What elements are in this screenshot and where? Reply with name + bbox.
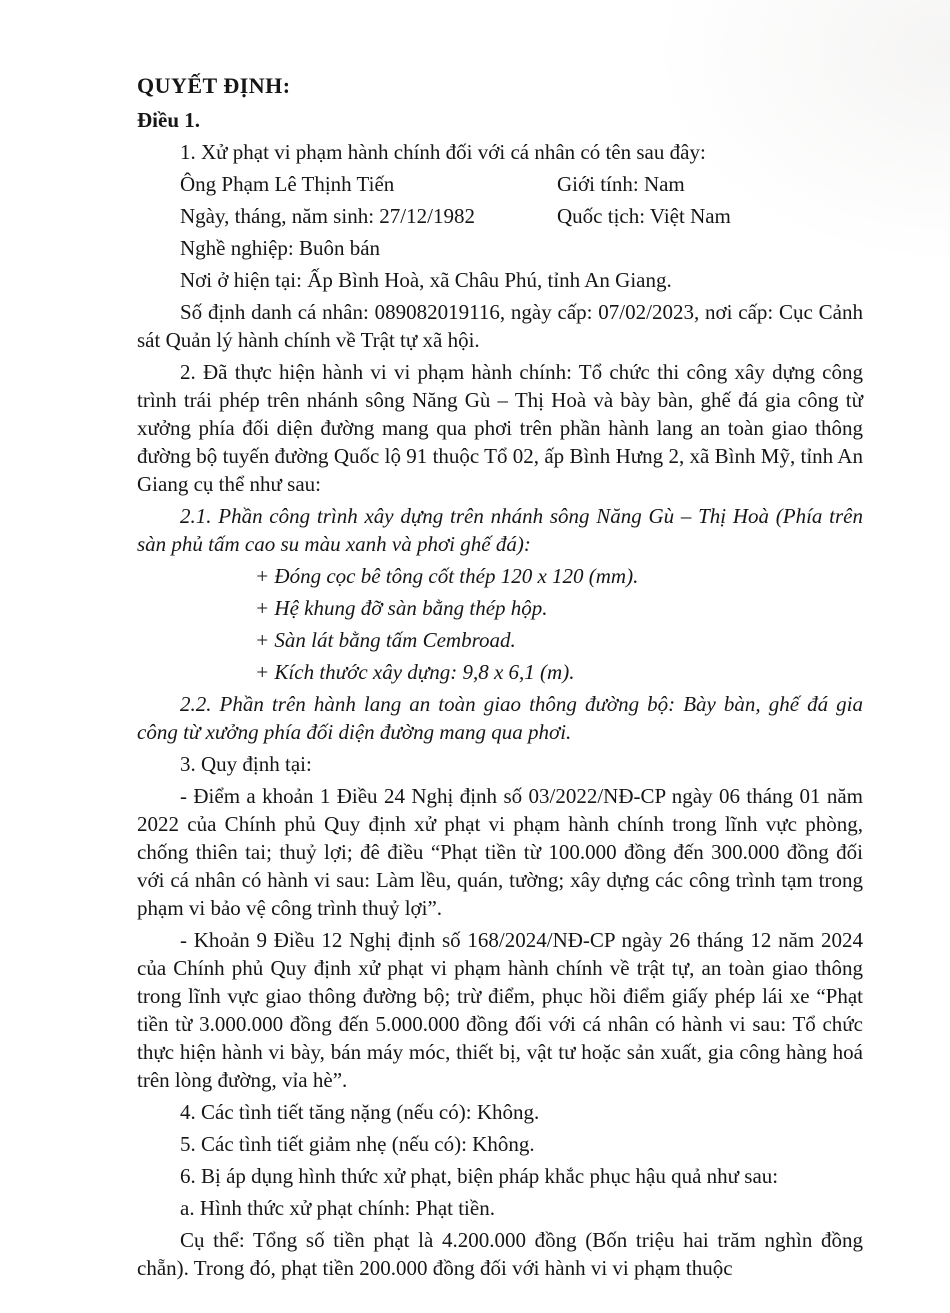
clause-6-heading: 6. Bị áp dụng hình thức xử phạt, biện pháp khắc phục hậu quả như sau: xyxy=(180,1164,779,1188)
clause-3-point-2: - Khoản 9 Điều 12 Nghị định số 168/2024/NĐ-CP ngày 26 tháng 12 năm 2024 của Chính phủ Quy định xử phạt vi phạm hành chính về trật tự, an toàn giao thông trong lĩnh vực giao thông đường bộ; trừ điểm, phục hồi điểm giấy phép lái xe “Phạt tiền từ 3.000.000 đồng đến 5.000.000 đồng đối với cá nhân có hành vi sau: Tổ chức thực hiện hành vi bày, bán máy móc, thiết bị, vật tư hoặc sản xuất, gia công hàng hoá trên lòng đường, vỉa hè”. xyxy=(137,928,863,1092)
clause-2-1-construction: 2.1. Phần công trình xây dựng trên nhánh sông Năng Gù – Thị Hoà (Phía trên sàn phủ tấm cao su màu xanh và phơi ghế đá): xyxy=(137,504,863,556)
person-name: Ông Phạm Lê Thịnh Tiến xyxy=(180,172,395,196)
person-name-gender-row xyxy=(137,170,863,198)
clause-6-fine-detail: Cụ thể: Tổng số tiền phạt là 4.200.000 đồng (Bốn triệu hai trăm nghìn đồng chẵn). Trong đó, phạt tiền 200.000 đồng đối với hành vi vi phạm thuộc xyxy=(137,1228,863,1280)
person-nationality: Quốc tịch: Việt Nam xyxy=(557,204,731,228)
clause-3-point-1: - Điểm a khoản 1 Điều 24 Nghị định số 03/2022/NĐ-CP ngày 06 tháng 01 năm 2022 của Chính phủ Quy định xử phạt vi phạm hành chính trong lĩnh vực phòng, chống thiên tai; thuỷ lợi; đê điều “Phạt tiền từ 100.000 đồng đến 300.000 đồng đối với cá nhân có hành vi sau: Làm lều, quán, tường; xây dựng các công trình tạm trong phạm vi bảo vệ công trình thuỷ lợi”. xyxy=(137,784,863,920)
clause-5-mitigating: 5. Các tình tiết giảm nhẹ (nếu có): Không. xyxy=(180,1132,535,1156)
person-id-number: Số định danh cá nhân: 089082019116, ngày cấp: 07/02/2023, nơi cấp: Cục Cảnh sát Quản lý hành chính về Trật tự xã hội. xyxy=(137,300,863,352)
decision-document xyxy=(137,72,863,1282)
person-birthdate: Ngày, tháng, năm sinh: 27/12/1982 xyxy=(180,204,475,228)
person-gender: Giới tính: Nam xyxy=(557,172,685,196)
clause-1-intro: 1. Xử phạt vi phạm hành chính đối với cá nhân có tên sau đây: xyxy=(180,140,706,164)
article-1-heading: Điều 1. xyxy=(137,108,200,132)
clause-2-violation: 2. Đã thực hiện hành vi vi phạm hành chính: Tổ chức thi công xây dựng công trình trái phép trên nhánh sông Năng Gù – Thị Hoà và bày bàn, ghế đá gia công từ xưởng phía đối diện đường mang qua phơi trên phần hành lang an toàn giao thông đường bộ tuyến đường Quốc lộ 91 thuộc Tổ 02, ấp Bình Hưng 2, xã Bình Mỹ, tỉnh An Giang cụ thể như sau: xyxy=(137,360,863,496)
clause-3-heading: 3. Quy định tại: xyxy=(180,752,312,776)
construction-detail-floor: + Sàn lát bằng tấm Cembroad. xyxy=(255,628,516,652)
person-occupation: Nghề nghiệp: Buôn bán xyxy=(180,236,381,260)
person-residence: Nơi ở hiện tại: Ấp Bình Hoà, xã Châu Phú, tỉnh An Giang. xyxy=(180,268,672,292)
clause-4-aggravating: 4. Các tình tiết tăng nặng (nếu có): Không. xyxy=(180,1100,540,1124)
construction-detail-frame: + Hệ khung đỡ sàn bằng thép hộp. xyxy=(255,596,548,620)
construction-detail-piles: + Đóng cọc bê tông cốt thép 120 x 120 (mm). xyxy=(255,564,639,588)
construction-detail-size: + Kích thước xây dựng: 9,8 x 6,1 (m). xyxy=(255,660,575,684)
clause-2-2-corridor: 2.2. Phần trên hành lang an toàn giao thông đường bộ: Bày bàn, ghế đá gia công từ xưởng phía đối diện đường mang qua phơi. xyxy=(137,692,863,744)
person-birth-nationality-row xyxy=(137,202,863,230)
document-title: QUYẾT ĐỊNH: xyxy=(137,73,291,98)
clause-6-sub-a: a. Hình thức xử phạt chính: Phạt tiền. xyxy=(180,1196,495,1220)
